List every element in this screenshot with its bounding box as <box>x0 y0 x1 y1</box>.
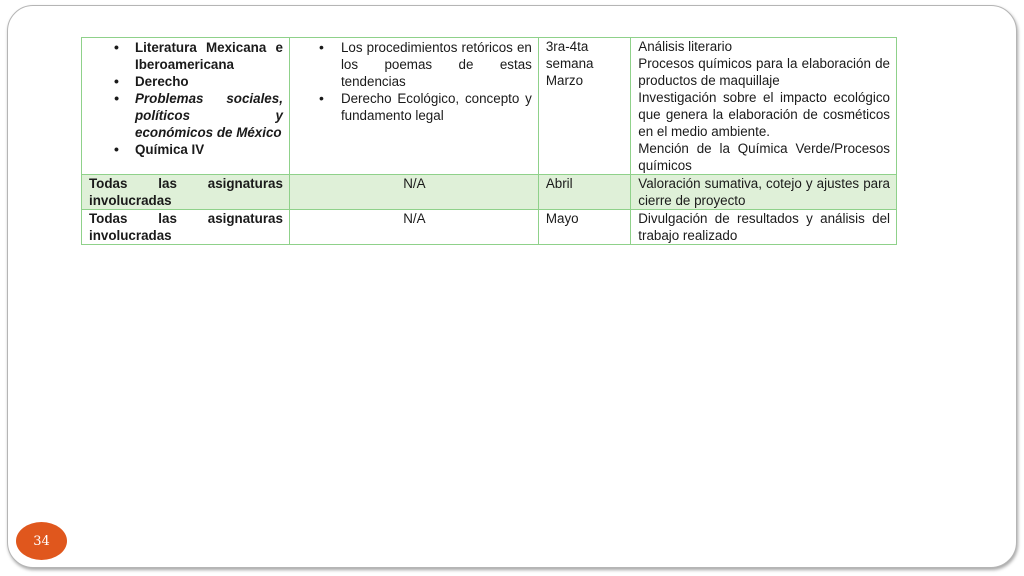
page-number-badge: 34 <box>16 522 67 560</box>
subject-text: involucradas <box>89 193 172 208</box>
topic-cell: N/A <box>289 210 538 245</box>
subject-text: Todas las asignaturas <box>89 176 283 191</box>
list-item: • Derecho <box>89 73 283 90</box>
list-item: • Problemas sociales, políticos y económicos de México <box>89 90 283 141</box>
activities-cell <box>631 38 897 175</box>
period-line: semana <box>545 56 594 71</box>
table-row <box>82 210 897 245</box>
subjects-list <box>89 39 283 158</box>
activity-cell: Valoración sumativa, cotejo y ajustes para cierre de proyecto <box>631 175 897 210</box>
topics-cell <box>289 38 538 175</box>
subject-text: involucradas <box>89 228 172 243</box>
subjects-cell <box>82 210 290 245</box>
list-item: • Literatura Mexicana e Iberoamericana <box>89 39 283 73</box>
period-cell <box>538 38 630 175</box>
activity-text: Procesos químicos para la elaboración de productos de maquillaje <box>638 56 890 88</box>
subject-text: Todas las asignaturas <box>89 211 283 226</box>
period-cell: Mayo <box>538 210 630 245</box>
topics-list <box>297 39 532 124</box>
period-line: Marzo <box>545 73 584 88</box>
list-item: • Derecho Ecológico, concepto y fundamento legal <box>297 90 532 124</box>
table-row <box>82 175 897 210</box>
activity-text: Análisis literario <box>638 39 733 54</box>
activity-cell: Divulgación de resultados y análisis del trabajo realizado <box>631 210 897 245</box>
subjects-cell <box>82 175 290 210</box>
table-row <box>82 38 897 175</box>
subjects-cell <box>82 38 290 175</box>
list-item: • Química IV <box>89 141 283 158</box>
period-line: 3ra-4ta <box>545 39 589 54</box>
activity-text: Investigación sobre el impacto ecológico que genera la elaboración de cosméticos en el medio ambiente. <box>638 90 890 139</box>
activity-text: Mención de la Química Verde/Procesos químicos <box>638 141 890 173</box>
period-cell: Abril <box>538 175 630 210</box>
project-plan-table <box>81 37 897 245</box>
topic-cell: N/A <box>289 175 538 210</box>
list-item: • Los procedimientos retóricos en los poemas de estas tendencias <box>297 39 532 90</box>
